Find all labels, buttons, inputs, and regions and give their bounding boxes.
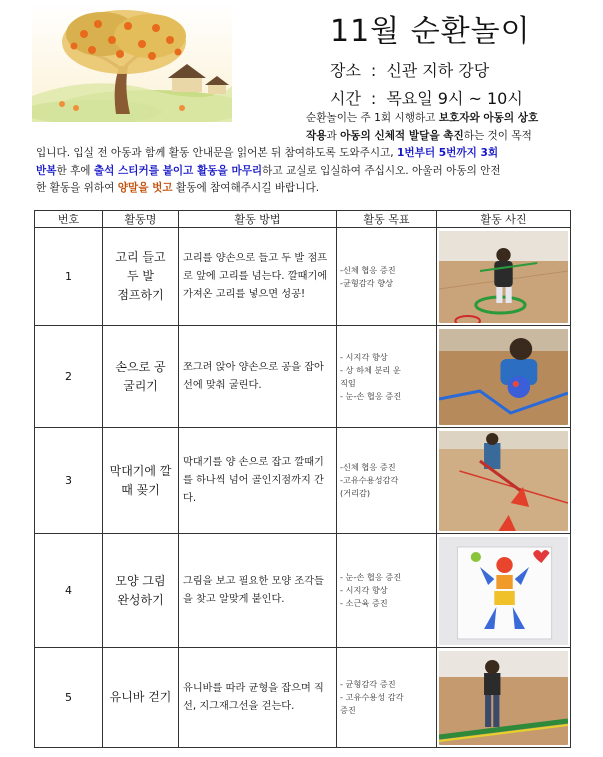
goal-item: 증진 xyxy=(340,705,356,715)
activity-goal xyxy=(337,648,437,748)
intro-text: 하고 교실로 입실하여 주십시오. 아울러 아동의 안전 xyxy=(262,164,501,177)
goal-item: 직임 xyxy=(340,377,356,388)
goal-item: - 시지각 향상 xyxy=(340,585,388,595)
activity-goal xyxy=(337,534,437,648)
header-activity-name: 활동명 xyxy=(103,211,179,228)
intro-text: 과 xyxy=(326,129,341,142)
goal-item: -신체 협응 증진 xyxy=(340,264,396,275)
intro-text: 활동에 참여해주시길 바랍니다. xyxy=(172,182,320,194)
activity-number: 5 xyxy=(35,648,103,748)
place-value: 신관 지하 강당 xyxy=(386,61,490,80)
activity-method: 그림을 보고 필요한 모양 조각들을 찾고 알맞게 붙인다. xyxy=(179,534,337,648)
activity-name xyxy=(103,228,179,326)
intro-emphasis: 보호자와 아동의 상호 xyxy=(438,112,539,124)
table-row xyxy=(35,326,571,428)
intro-highlight-sticker: 출석 스티커를 붙이고 활동을 마무리 xyxy=(93,164,263,177)
header-number: 번호 xyxy=(35,211,103,228)
activity-photo-cell xyxy=(437,648,571,748)
goal-item: -신체 협응 증진 xyxy=(340,462,396,472)
activity-number: 3 xyxy=(35,428,103,534)
time-value: 목요일 9시 ~ 10시 xyxy=(386,89,523,108)
activity-name-line: 고리 들고 xyxy=(115,250,166,264)
intro-emphasis: 아동의 신체적 발달을 촉진 xyxy=(340,129,464,142)
time-label: 시간 xyxy=(330,89,361,108)
goal-item: - 고유수용성 감각 xyxy=(340,692,404,702)
header-activity-photo: 활동 사진 xyxy=(437,211,571,228)
activity-name-line: 때 꽂기 xyxy=(121,482,160,497)
goal-item: - 균형감각 증진 xyxy=(340,679,396,689)
persimmon-tree-illustration xyxy=(32,4,232,122)
activity-photo-cell xyxy=(437,428,571,534)
activity-method: 막대기를 양 손으로 잡고 깔때기를 하나씩 넘어 골인지점까지 간다. xyxy=(179,428,337,534)
intro-paragraph xyxy=(36,110,574,198)
activity-name-line: 굴리기 xyxy=(123,378,158,393)
intro-highlight-socks: 양말을 벗고 xyxy=(117,182,173,194)
activity-photo-cell xyxy=(437,326,571,428)
goal-item: - 소근육 증진 xyxy=(340,598,388,608)
separator: : xyxy=(370,89,377,108)
activity-name-line: 모양 그림 xyxy=(115,573,166,588)
activity-number: 1 xyxy=(35,228,103,326)
activity-name xyxy=(103,326,179,428)
goal-item: - 눈-손 협응 증진 xyxy=(340,390,402,401)
activity-photo-cell xyxy=(437,534,571,648)
goal-item: - 시지각 향상 xyxy=(340,351,388,362)
activity-goal xyxy=(337,428,437,534)
child-stick-cones-photo xyxy=(439,431,568,531)
goal-item: - 상 하체 분리 운 xyxy=(340,364,401,375)
child-walking-unibar-photo xyxy=(439,651,568,745)
table-row xyxy=(35,534,571,648)
activity-table xyxy=(34,210,571,748)
activity-name-line: 손으로 공 xyxy=(115,359,166,374)
activity-name xyxy=(103,648,179,748)
activity-goal xyxy=(337,326,437,428)
child-rolling-ball-photo xyxy=(439,329,568,425)
goal-item: -균형감각 향상 xyxy=(340,277,394,288)
activity-name-line: 점프하기 xyxy=(117,288,164,302)
intro-text: 한 활동을 위하여 xyxy=(36,182,118,194)
activity-method: 고리를 양손으로 들고 두 발 점프로 앞에 고리를 넘는다. 깔때기에 가져온 고리를 넣으면 성공! xyxy=(179,228,337,326)
intro-highlight-repeat: 1번부터 5번까지 3회 xyxy=(397,147,499,159)
time-info xyxy=(330,86,523,109)
activity-name xyxy=(103,534,179,648)
activity-method: 쪼그려 앉아 양손으로 공을 잡아 선에 맞춰 굴린다. xyxy=(179,326,337,428)
page-title: 11월 순환놀이 xyxy=(330,14,531,49)
header-activity-method: 활동 방법 xyxy=(179,211,337,228)
header-activity-goal: 활동 목표 xyxy=(337,211,437,228)
activity-name-line: 유니바 걷기 xyxy=(109,690,172,704)
activity-name-line: 막대기에 깔 xyxy=(109,463,172,478)
goal-item: (거리감) xyxy=(340,488,371,498)
intro-emphasis: 작용 xyxy=(306,129,327,142)
child-jumping-hoop-photo xyxy=(439,231,568,323)
activity-photo-cell xyxy=(437,228,571,326)
table-header-row xyxy=(35,211,571,228)
intro-text: 순환놀이는 주 1회 시행하고 xyxy=(306,112,439,124)
activity-name-line: 두 발 xyxy=(127,269,154,283)
goal-item: - 눈-손 협응 증진 xyxy=(340,572,402,582)
table-row xyxy=(35,428,571,534)
activity-method: 유니바를 따라 균형을 잡으며 직선, 지그재그선을 걷는다. xyxy=(179,648,337,748)
place-info xyxy=(330,58,489,81)
intro-text: 한 후에 xyxy=(56,164,94,177)
intro-text: 입니다. 입실 전 아동과 함께 활동 안내문을 읽어본 뒤 참여하도록 도와주시고, xyxy=(36,147,398,159)
place-label: 장소 xyxy=(330,61,361,80)
intro-highlight-repeat: 반복 xyxy=(36,164,57,177)
activity-name-line: 완성하기 xyxy=(117,592,164,607)
table-row xyxy=(35,648,571,748)
goal-item: -고유수용성감각 xyxy=(340,475,399,485)
activity-name xyxy=(103,428,179,534)
shape-picture-board-photo xyxy=(439,537,568,645)
activity-goal xyxy=(337,228,437,326)
table-row xyxy=(35,228,571,326)
activity-number: 2 xyxy=(35,326,103,428)
activity-number: 4 xyxy=(35,534,103,648)
separator: : xyxy=(370,61,377,80)
intro-text: 하는 것이 목적 xyxy=(463,129,532,142)
